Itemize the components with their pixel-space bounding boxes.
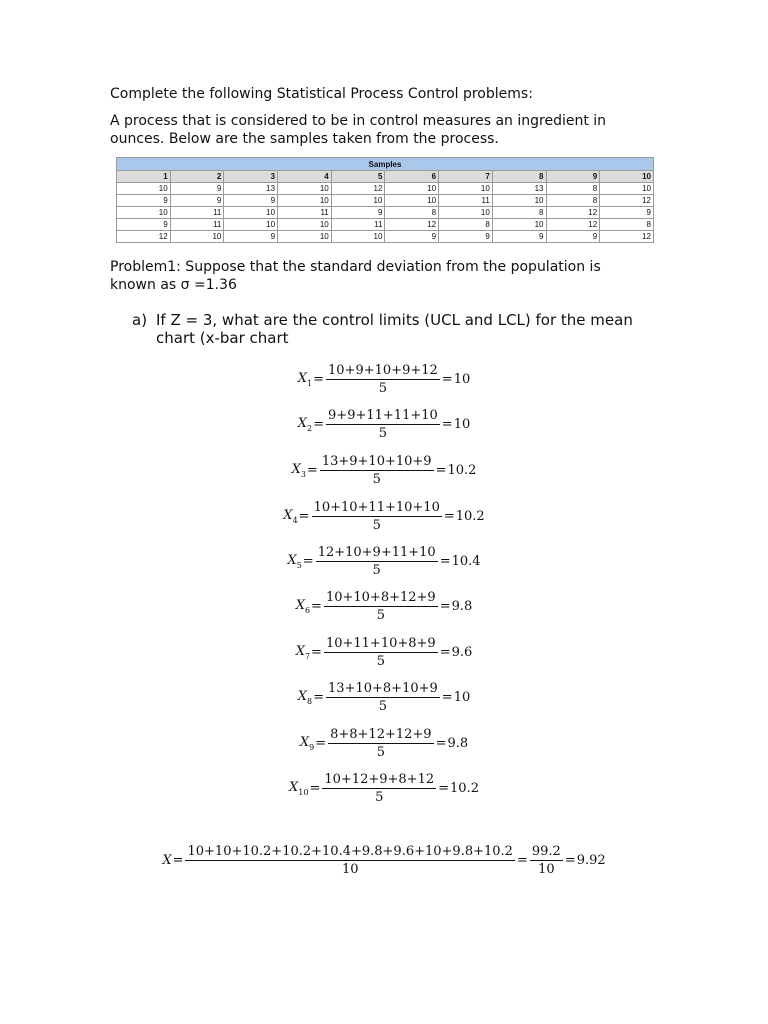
denominator: 5 [376, 654, 385, 669]
grand-mean-count: 10 [538, 862, 555, 877]
table-cell: 12 [385, 219, 439, 231]
table-cell: 9 [117, 219, 171, 231]
table-cell: 8 [546, 195, 600, 207]
column-header: 8 [492, 171, 546, 183]
column-header: 7 [439, 171, 493, 183]
table-cell: 11 [439, 195, 493, 207]
table-cell: 9 [385, 231, 439, 243]
mean-result: 10.2 [447, 463, 477, 478]
question-a [132, 311, 662, 347]
numerator: 10+12+9+8+12 [324, 772, 435, 787]
denominator: 5 [378, 381, 388, 396]
table-cell: 10 [492, 219, 546, 231]
table-cell: 8 [546, 183, 600, 195]
grand-mean-var: X [162, 853, 172, 868]
sample-mean-equation: $X_2$ = $\frac{9+9+11+11+10}{5}$ = 10 [297, 408, 471, 441]
numerator: 13+9+10+10+9 [321, 454, 432, 469]
mean-result: 10.4 [451, 554, 481, 569]
table-cell: 12 [546, 219, 600, 231]
column-header: 5 [331, 171, 385, 183]
table-row [117, 219, 654, 231]
table-cell: 10 [492, 195, 546, 207]
numerator: 10+9+10+9+12 [328, 363, 438, 378]
column-header: 9 [546, 171, 600, 183]
denominator: 5 [378, 426, 388, 441]
table-cell: 9 [331, 207, 385, 219]
denominator: 5 [372, 563, 381, 578]
table-cell: 10 [224, 219, 278, 231]
numerator: 13+10+8+10+9 [328, 681, 438, 696]
table-cell: 10 [278, 183, 332, 195]
column-header: 4 [278, 171, 332, 183]
column-header: 3 [224, 171, 278, 183]
numerator: 10+10+8+12+9 [325, 590, 436, 605]
intro-text: Complete the following Statistical Process Control problems: [110, 86, 533, 102]
column-header: 1 [117, 171, 171, 183]
table-cell: 9 [439, 231, 493, 243]
sample-mean-equation: $X_4$ = $\frac{10+10+11+10+10}{5}$ = 10.2 [283, 500, 485, 533]
mean-var: $X_1$ [297, 371, 313, 388]
table-cell: 12 [546, 207, 600, 219]
mean-var: $X_6$ [295, 598, 311, 615]
table-cell: 10 [439, 207, 493, 219]
denominator: 5 [376, 745, 385, 760]
table-cell: 11 [278, 207, 332, 219]
numerator: 10+10+11+10+10 [313, 500, 440, 515]
table-cell: 11 [331, 219, 385, 231]
table-cell: 9 [170, 183, 224, 195]
column-header: 10 [600, 171, 654, 183]
denominator: 5 [372, 518, 381, 533]
numerator: 9+9+11+11+10 [328, 408, 438, 423]
sample-mean-equation: $X_{10}$ = $\frac{10+12+9+8+12}{5}$ = 10.2 [289, 772, 479, 805]
mean-result: 10 [453, 372, 471, 387]
table-cell: 11 [170, 219, 224, 231]
problem1-text: Problem1: Suppose that the standard deviation from the population is known as σ =1.36 [110, 259, 601, 293]
table-header-row [117, 171, 654, 183]
table-cell: 10 [600, 183, 654, 195]
table-cell: 9 [224, 195, 278, 207]
sample-mean-equation: $X_5$ = $\frac{12+10+9+11+10}{5}$ = 10.4 [287, 545, 481, 578]
table-row [117, 183, 654, 195]
mean-result: 9.8 [451, 599, 473, 614]
table-cell: 10 [278, 231, 332, 243]
table-cell: 11 [170, 207, 224, 219]
table-cell: 8 [439, 219, 493, 231]
table-row [117, 195, 654, 207]
table-cell: 8 [600, 219, 654, 231]
mean-var: $X_{10}$ [289, 780, 309, 797]
question-a-text: If Z = 3, what are the control limits (UCL and LCL) for the mean chart (x-bar chart [156, 311, 633, 347]
table-cell: 12 [117, 231, 171, 243]
table-cell: 8 [492, 207, 546, 219]
column-header: 2 [170, 171, 224, 183]
table-row [117, 207, 654, 219]
mean-result: 10.2 [450, 781, 479, 796]
sample-mean-equation: $X_6$ = $\frac{10+10+8+12+9}{5}$ = 9.8 [295, 590, 473, 623]
denominator: 5 [375, 790, 384, 805]
table-cell: 10 [170, 231, 224, 243]
table-body [117, 183, 654, 243]
mean-result: 9.8 [447, 736, 469, 751]
table-cell: 13 [224, 183, 278, 195]
denominator: 5 [378, 699, 388, 714]
column-header: 6 [385, 171, 439, 183]
sample-mean-equation: $X_3$ = $\frac{13+9+10+10+9}{5}$ = 10.2 [291, 454, 477, 487]
mean-var: $X_8$ [297, 689, 313, 706]
table-cell: 9 [224, 231, 278, 243]
mean-result: 10.2 [455, 509, 485, 524]
table-cell: 9 [492, 231, 546, 243]
table-cell: 9 [546, 231, 600, 243]
table-cell: 10 [385, 195, 439, 207]
table-cell: 10 [117, 183, 171, 195]
table-cell: 10 [278, 195, 332, 207]
table-cell: 9 [600, 207, 654, 219]
denominator: 5 [376, 608, 385, 623]
table-cell: 10 [439, 183, 493, 195]
table-cell: 10 [331, 195, 385, 207]
mean-var: $X_9$ [299, 735, 315, 752]
description-text: A process that is considered to be in control measures an ingredient in ounces. Below are the samples taken from the process. [110, 113, 607, 147]
mean-result: 9.6 [451, 645, 473, 660]
table-cell: 9 [170, 195, 224, 207]
sample-mean-equation: $X_8$ = $\frac{13+10+8+10+9}{5}$ = 10 [297, 681, 471, 714]
samples-table [116, 157, 654, 243]
table-cell: 10 [224, 207, 278, 219]
denominator: 5 [372, 472, 381, 487]
table-row [117, 231, 654, 243]
table-cell: 9 [117, 195, 171, 207]
sample-mean-equation: $X_1$ = $\frac{10+9+10+9+12}{5}$ = 10 [297, 363, 471, 396]
table-cell: 13 [492, 183, 546, 195]
sample-mean-equation: $X_7$ = $\frac{10+11+10+8+9}{5}$ = 9.6 [295, 636, 473, 669]
sample-mean-equation: $X_9$ = $\frac{8+8+12+12+9}{5}$ = 9.8 [299, 727, 469, 760]
grand-mean-denominator: 10 [341, 862, 359, 877]
table-cell: 12 [600, 231, 654, 243]
grand-mean-numerator: 10+10+10.2+10.2+10.4+9.8+9.6+10+9.8+10.2 [187, 844, 513, 859]
table-cell: 10 [117, 207, 171, 219]
grand-mean-result: 9.92 [576, 853, 606, 868]
grand-mean-sum: 99.2 [531, 844, 561, 859]
table-cell: 10 [278, 219, 332, 231]
table-cell: 12 [331, 183, 385, 195]
table-cell: 10 [385, 183, 439, 195]
numerator: 8+8+12+12+9 [330, 727, 432, 742]
mean-var: $X_2$ [297, 416, 313, 433]
mean-var: $X_3$ [291, 462, 306, 479]
mean-var: $X_4$ [283, 508, 298, 525]
table-cell: 10 [331, 231, 385, 243]
table-cell: 12 [600, 195, 654, 207]
table-title: Samples [117, 158, 654, 171]
mean-var: $X_7$ [295, 644, 311, 661]
mean-result: 10 [453, 690, 471, 705]
question-a-label: a) [132, 311, 148, 329]
numerator: 12+10+9+11+10 [317, 545, 436, 560]
mean-result: 10 [453, 417, 471, 432]
grand-mean-equation: X = $\frac{10+10+10.2+10.2+10.4+9.8+9.6+10+9.8+10.2}{10}$ = $\frac{99.2}{10}$ = 9.92 [162, 844, 606, 877]
table-cell: 8 [385, 207, 439, 219]
numerator: 10+11+10+8+9 [325, 636, 436, 651]
mean-var: $X_5$ [287, 553, 302, 570]
